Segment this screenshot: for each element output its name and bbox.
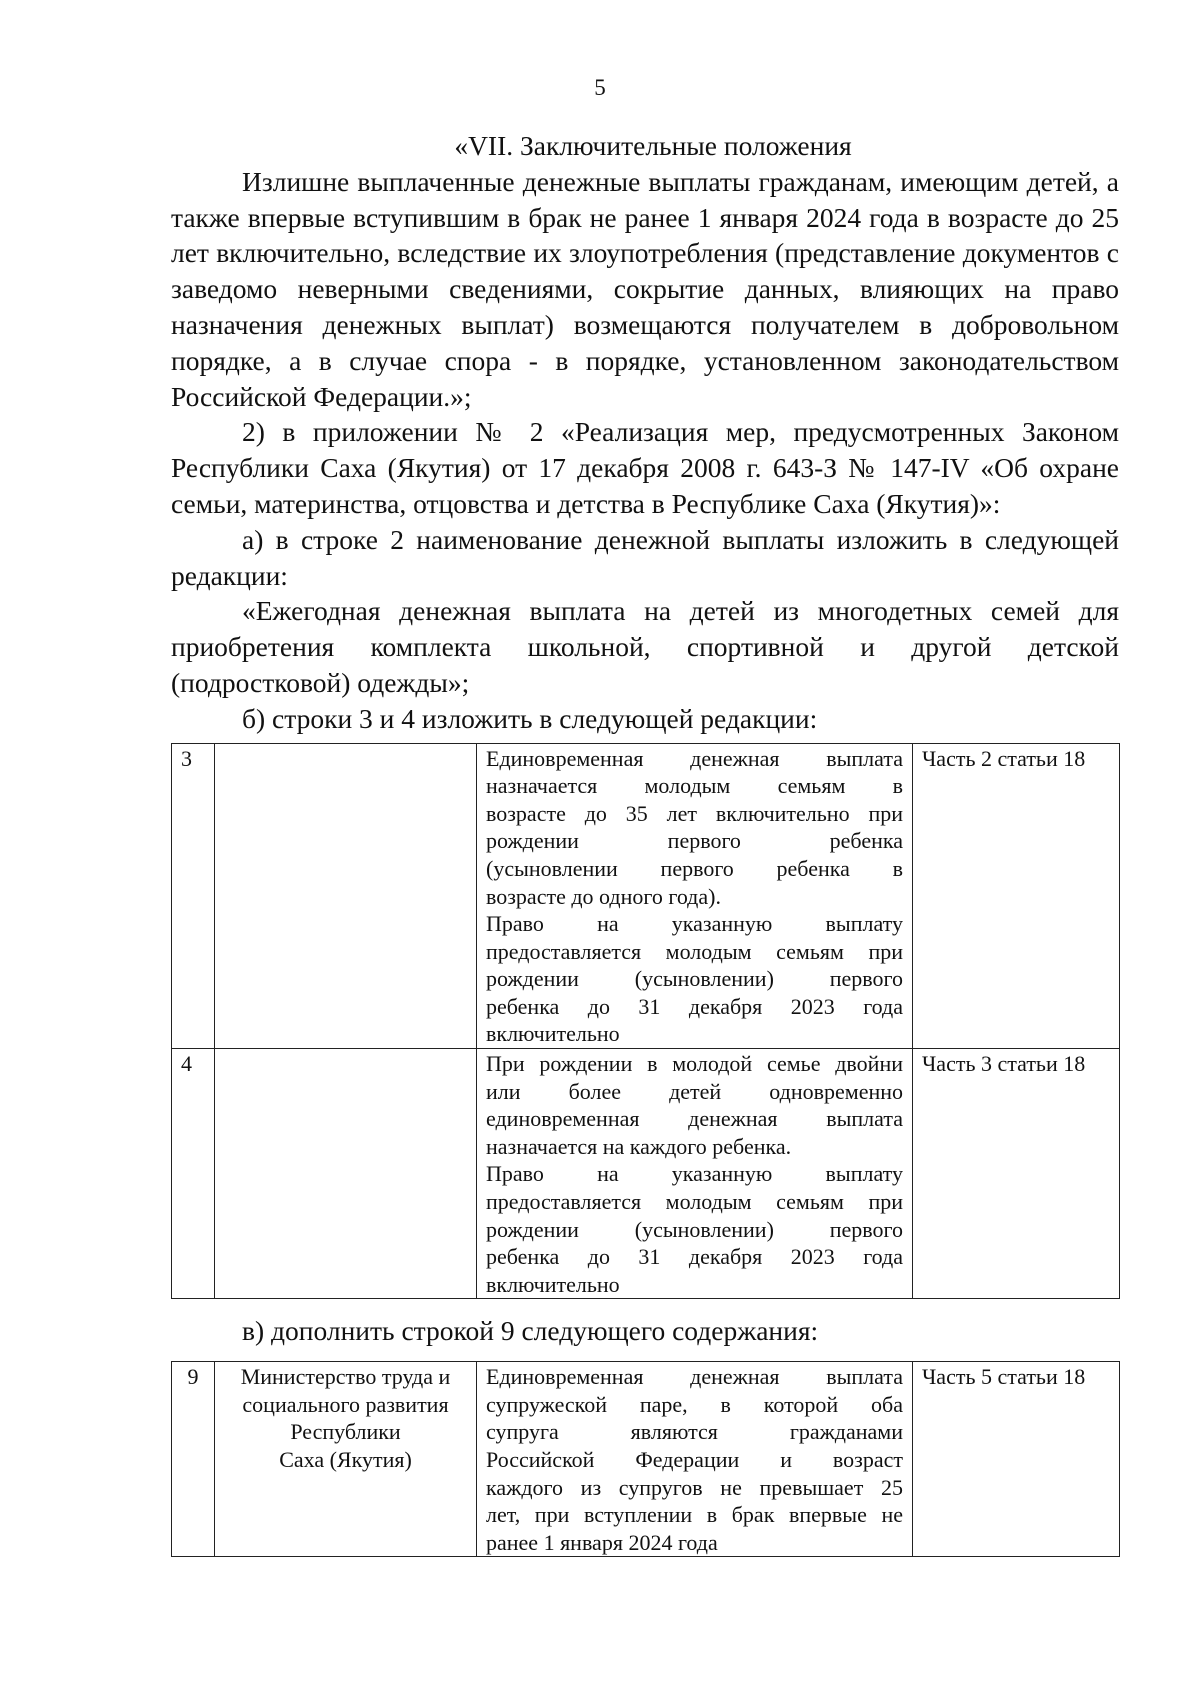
desc-line: рождении (усыновлении) первого <box>486 1216 903 1242</box>
desc-line: включительно <box>486 1271 620 1297</box>
paragraph-payment-name: «Ежегодная денежная выплата на детей из многодетных семей для приобретения комплекта школьной, спортивной и другой детской (подростковой) одежды»; <box>171 595 1119 698</box>
paragraph-row-2: а) в строке 2 наименование денежной выплаты изложить в следующей редакции: <box>171 523 1119 591</box>
table-row <box>172 1049 1120 1299</box>
desc-line: предоставляется молодым семьям при <box>486 938 903 964</box>
org-line: Саха (Якутия) <box>279 1447 412 1472</box>
page-number: 5 <box>594 75 606 100</box>
row-reference: Часть 2 статьи 18 <box>913 743 1120 1049</box>
paragraph-add-row-9: в) дополнить строкой 9 следующего содержания: <box>242 1315 819 1347</box>
desc-line: супруга являются гражданами <box>486 1419 903 1445</box>
paragraph-appendix-2: 2) в приложении № 2 «Реализация мер, предусмотренных Законом Республики Саха (Якутия) от 17 декабря 2008 г. 643-З № 147-IV «Об охране семьи, материнства, отцовства и детства в Республике Саха (Якутия)»: <box>171 416 1119 519</box>
row-description <box>477 743 913 1049</box>
row-number: 9 <box>172 1362 215 1557</box>
table-row <box>172 1362 1120 1557</box>
row-number: 3 <box>172 743 215 1049</box>
desc-line: возрасте до одного года). <box>486 883 721 909</box>
desc-line: назначается молодым семьям в <box>486 773 903 799</box>
desc-line: При рождении в молодой семье двойни <box>486 1051 903 1077</box>
row-organization <box>215 743 477 1049</box>
row-reference: Часть 3 статьи 18 <box>913 1049 1120 1299</box>
table-row-9 <box>171 1361 1120 1557</box>
desc-line: Единовременная денежная выплата <box>486 745 903 771</box>
desc-line: супружеской паре, в которой оба <box>486 1391 903 1417</box>
org-line: Республики <box>290 1419 401 1445</box>
org-line: Министерство труда и <box>240 1364 451 1390</box>
row-reference: Часть 5 статьи 18 <box>913 1362 1120 1557</box>
desc-line: каждого из супругов не превышает 25 <box>486 1474 903 1500</box>
document-body <box>171 128 1119 1557</box>
desc-line: предоставляется молодым семьям при <box>486 1189 903 1215</box>
desc-line: назначается на каждого ребенка. <box>486 1133 792 1159</box>
row-number: 4 <box>172 1049 215 1299</box>
desc-line: рождении (усыновлении) первого <box>486 966 903 992</box>
row-organization <box>215 1049 477 1299</box>
table-rows-3-4 <box>171 743 1120 1300</box>
desc-line: Право на указанную выплату <box>486 1161 903 1187</box>
desc-line: ранее 1 января 2024 года <box>486 1529 718 1555</box>
row-description <box>477 1049 913 1299</box>
desc-line: Единовременная денежная выплата <box>486 1364 903 1390</box>
desc-line: единовременная денежная выплата <box>486 1106 903 1132</box>
desc-line: или более детей одновременно <box>486 1078 903 1104</box>
table-row <box>172 743 1120 1049</box>
section-heading: «VII. Заключительные положения <box>454 130 852 161</box>
desc-line: возрасте до 35 лет включительно при <box>486 800 903 826</box>
desc-line: Российской Федерации и возраст <box>486 1447 903 1472</box>
desc-line: лет, при вступлении в брак впервые не <box>486 1502 903 1528</box>
row-description <box>477 1362 913 1557</box>
paragraph-final-provisions: Излишне выплаченные денежные выплаты гражданам, имеющим детей, а также впервые вступившим в брак не ранее 1 января 2024 года в возрасте до 25 лет включительно, вследствие их злоупотребления (представление документов с заведомо неверными сведениями, сокрытие данных, влияющих на право назначения денежных выплат) возмещаются получателем в добровольном порядке, а в случае спора - в порядке, установленном законодательством Российской Федерации.»; <box>171 165 1119 412</box>
desc-line: Право на указанную выплату <box>486 911 903 937</box>
desc-line: включительно <box>486 1021 620 1047</box>
desc-line: рождении первого ребенка <box>486 828 903 854</box>
row-organization <box>215 1362 477 1557</box>
desc-line: (усыновлении первого ребенка в <box>486 855 903 881</box>
desc-line: ребенка до 31 декабря 2023 года <box>486 993 903 1019</box>
org-line: социального развития <box>242 1391 449 1417</box>
paragraph-rows-3-4: б) строки 3 и 4 изложить в следующей редакции: <box>242 702 818 734</box>
desc-line: ребенка до 31 декабря 2023 года <box>486 1244 903 1270</box>
